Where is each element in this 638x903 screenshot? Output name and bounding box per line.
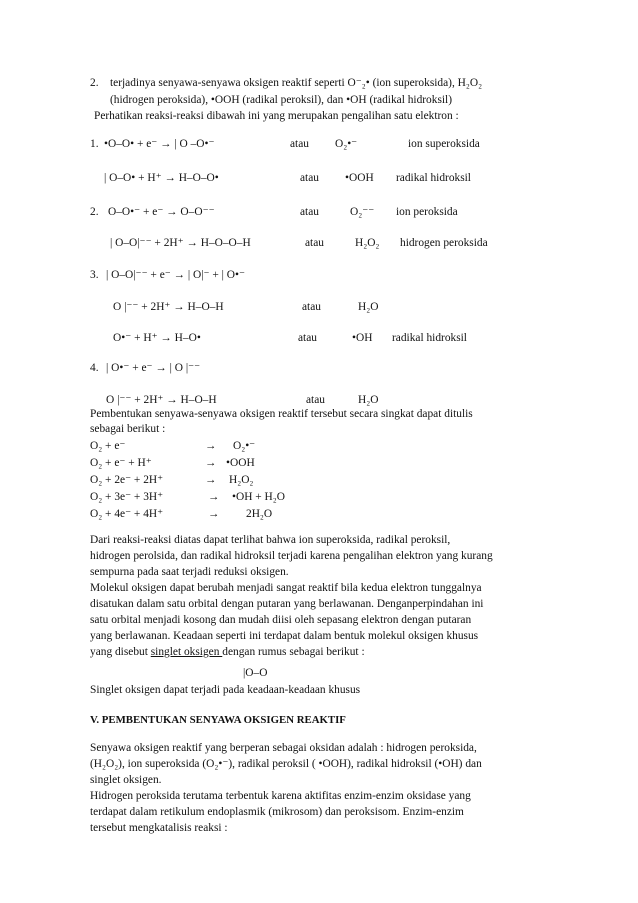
summary-lhs: O₂ + e⁻ + H⁺ (90, 457, 152, 469)
reaction-formula: H₂O (358, 394, 379, 406)
reaction-equation: O |⁻⁻ + 2H⁺ → H–O–H (113, 301, 224, 313)
summary-lhs: O₂ + 2e⁻ + 2H⁺ (90, 474, 164, 486)
reaction-equation: | O–O• + H⁺ → H–O–O• (104, 172, 219, 184)
paragraph-line: terdapat dalam retikulum endoplasmik (mikrosom) dan peroksisom. Enzim-enzim (90, 806, 464, 818)
paragraph-line: satu orbital menjadi kosong dan mudah diisi oleh sepasang elektron dengan putaran (90, 614, 472, 626)
reaction-formula: •OH (352, 332, 373, 344)
summary-intro-line: sebagai berikut : (90, 423, 166, 435)
reaction-equation: O–O•⁻ + e⁻ → O–O⁻⁻ (108, 206, 215, 218)
paragraph-line: singlet oksigen. (90, 774, 162, 786)
reaction-or: atau (302, 301, 321, 313)
reaction-or: atau (290, 138, 309, 150)
singlet-intro-before: yang disebut (90, 646, 151, 658)
singlet-oxygen-term: singlet oksigen (150, 646, 223, 658)
paragraph-line: Hidrogen peroksida terutama terbentuk karena aktifitas enzim-enzim oksidase yang (90, 790, 471, 802)
intro-line-1: terjadinya senyawa-senyawa oksigen reaktif seperti O⁻₂• (ion superoksida), H₂O₂ (110, 77, 483, 89)
reaction-name: hidrogen peroksida (400, 237, 488, 249)
summary-rhs: •OOH (226, 457, 255, 469)
summary-rhs: O₂•⁻ (233, 440, 256, 452)
singlet-intro-line (90, 645, 365, 659)
reaction-equation: | O–O|⁻⁻ + e⁻ → | O|⁻ + | O•⁻ (106, 269, 245, 281)
singlet-oxygen-formula: |O–O (243, 667, 268, 679)
summary-arrow: → (208, 508, 220, 520)
paragraph-line: Dari reaksi-reaksi diatas dapat terlihat bahwa ion superoksida, radikal peroksil, (90, 534, 451, 546)
reaction-name: ion peroksida (396, 206, 458, 218)
reaction-formula: O₂⁻⁻ (350, 206, 375, 218)
reaction-equation: •O–O• + e⁻ → | O –O•⁻ (104, 138, 215, 150)
singlet-intro-after: dengan rumus sebagai berikut : (222, 646, 365, 658)
reaction-name: radikal hidroksil (396, 172, 471, 184)
reaction-number: 2. (90, 206, 99, 218)
list-number: 2. (90, 77, 99, 89)
reaction-number: 4. (90, 362, 99, 374)
paragraph-line: hidrogen perolsida, dan radikal hidroksil terjadi karena pengalihan elektron yang kurang (90, 550, 493, 562)
section-heading: V. PEMBENTUKAN SENYAWA OKSIGEN REAKTIF (90, 714, 346, 726)
summary-rhs: •OH + H₂O (232, 491, 285, 503)
summary-rhs: H₂O₂ (229, 474, 254, 486)
reaction-formula: H₂O₂ (355, 237, 380, 249)
reaction-formula: •OOH (345, 172, 374, 184)
reaction-equation: O |⁻⁻ + 2H⁺ → H–O–H (106, 394, 217, 406)
reaction-formula: O₂•⁻ (335, 138, 358, 150)
summary-lhs: O₂ + 3e⁻ + 3H⁺ (90, 491, 164, 503)
reaction-number: 3. (90, 269, 99, 281)
reaction-or: atau (306, 394, 325, 406)
singlet-note: Singlet oksigen dapat terjadi pada keadaan-keadaan khusus (90, 684, 361, 696)
reaction-or: atau (298, 332, 317, 344)
paragraph-line: tersebut mengkatalisis reaksi : (90, 822, 228, 834)
summary-intro-line: Pembentukan senyawa-senyawa oksigen reaktif tersebut secara singkat dapat ditulis (90, 408, 473, 420)
reaction-name: ion superoksida (408, 138, 480, 150)
reaction-equation: | O•⁻ + e⁻ → | O |⁻⁻ (106, 362, 201, 374)
intro-line-2: (hidrogen peroksida), •OOH (radikal peroksil), dan •OH (radikal hidroksil) (110, 94, 453, 106)
summary-arrow: → (208, 491, 220, 503)
reaction-or: atau (305, 237, 324, 249)
reaction-or: atau (300, 172, 319, 184)
paragraph-line: yang berlawanan. Keadaan seperti ini terdapat dalam bentuk molekul oksigen khusus (90, 630, 479, 642)
paragraph-line: (H₂O₂), ion superoksida (O₂•⁻), radikal peroksil ( •OOH), radikal hidroksil (•OH) dan (90, 758, 482, 770)
summary-lhs: O₂ + e⁻ (90, 440, 126, 452)
summary-arrow: → (205, 457, 217, 469)
reaction-equation: | O–O|⁻⁻ + 2H⁺ → H–O–O–H (110, 237, 251, 249)
summary-arrow: → (205, 440, 217, 452)
summary-lhs: O₂ + 4e⁻ + 4H⁺ (90, 508, 164, 520)
paragraph-line: Senyawa oksigen reaktif yang berperan sebagai oksidan adalah : hidrogen peroksida, (90, 742, 477, 754)
paragraph-line: sempurna pada saat terjadi reduksi oksigen. (90, 566, 289, 578)
summary-arrow: → (205, 474, 217, 486)
reaction-name: radikal hidroksil (392, 332, 467, 344)
paragraph-line: disatukan dalam satu orbital dengan putaran yang berlawanan. Denganperpindahan ini (90, 598, 484, 610)
intro-line-3: Perhatikan reaksi-reaksi dibawah ini yang merupakan pengalihan satu elektron : (94, 110, 459, 122)
reaction-equation: O•⁻ + H⁺ → H–O• (113, 332, 201, 344)
summary-rhs: 2H₂O (246, 508, 273, 520)
reaction-number: 1. (90, 138, 99, 150)
reaction-formula: H₂O (358, 301, 379, 313)
paragraph-line: Molekul oksigen dapat berubah menjadi sangat reaktif bila kedua elektron tunggalnya (90, 582, 482, 594)
reaction-or: atau (300, 206, 319, 218)
